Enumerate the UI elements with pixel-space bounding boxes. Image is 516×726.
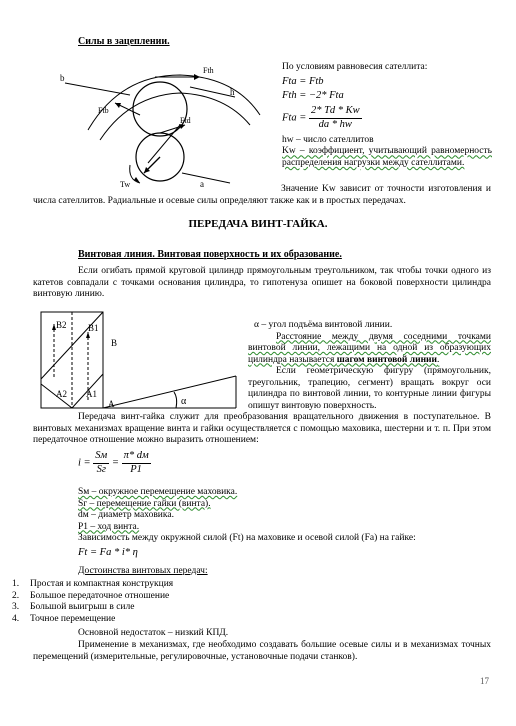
page-number: 17 [480, 676, 489, 686]
paragraph-helical-surface: Если геометрическую фигуру (прямоугольник, треугольник, трапецию, сегмент) вращать вокруг оси цилиндра по винтовой линии, то контурные линии фигуры опишут винтовую поверхность. [248, 366, 491, 412]
def-dm: dм – диаметр маховика. [78, 510, 174, 521]
fig1-label-b: b [60, 73, 65, 83]
advantages-title: Достоинства винтовых передач: [78, 566, 208, 576]
advantage-text: Большое передаточное отношение [30, 590, 170, 601]
advantage-number: 1. [12, 579, 20, 589]
paragraph-purpose: Передача винт-гайка служит для преобразования вращательного движения в поступательное. В винтовых механизмах вращение винта и гайки осуществляется с помощью маховика, шестерни и т. п. При этом передаточное отношение можно выразить отношением: [33, 412, 491, 446]
fig2-label-alpha: α [181, 396, 187, 407]
paragraph-helix-formation: Если огибать прямой круговой цилиндр прямоугольным треугольником, так чтобы точки одного из катетов совпадали с точками основания цилиндра, то гипотенуза опишет на боковой поверхности цилиндра винтовую линию. [33, 266, 491, 300]
advantage-item [12, 591, 412, 603]
fig2-label-b: B [111, 338, 118, 348]
hw-definition: hw – число сателлитов [282, 134, 374, 145]
def-p1: P1 – ход винта. [78, 521, 140, 532]
fig2-label-b2: B2 [56, 320, 67, 330]
fig2-label-b1: B1 [88, 323, 99, 333]
formula-ft: Ft = Fa * i* η [78, 546, 138, 558]
drawback-text: Основной недостаток – низкий КПД. [78, 628, 229, 638]
alpha-definition: α – угол подъёма винтовой линии. [254, 320, 393, 330]
def-sm: Sм – окружное перемещение маховика. [78, 487, 238, 497]
equilibrium-block [282, 62, 492, 170]
fig1-label-ftb: Ftb [98, 106, 109, 115]
kw-dependency-paragraph: Значение Kw зависит от точности изготовления и числа сателлитов. Радиальные и осевые силы определяют также как и в простых передачах. [33, 184, 491, 206]
advantage-item [12, 614, 412, 626]
formula-fth: Fth = −2* Fta [282, 90, 344, 102]
application-paragraph: Применение в механизмах, где необходимо создавать большие осевые силы и в механизмах точных перемещений (измерительные, регулировочные, установочные подачи станков). [33, 640, 491, 662]
formula-fta-ftb: Fta = Ftb [282, 75, 324, 87]
step-definition: Расстояние между двумя соседними точками винтовой линии, лежащими на одной из образующих цилиндра называется шагом винтовой линии. [248, 331, 491, 365]
subtitle-helix: Винтовая линия. Винтовая поверхность и их образование. [78, 249, 342, 260]
advantages-list [12, 579, 412, 625]
fig1-label-tw: Tw [120, 180, 131, 189]
advantage-text: Большой выигрыш в силе [30, 602, 135, 613]
section-title-screw-nut: ПЕРЕДАЧА ВИНТ-ГАЙКА. [188, 218, 328, 230]
kw-definition: Kw – коэффициент, учитывающий равномерность распределения нагрузки между сателлитами. [282, 146, 492, 168]
fig1-label-h: h [230, 87, 235, 97]
fig1-label-a: a [200, 179, 204, 189]
helix-development-figure [36, 304, 241, 412]
advantage-item [12, 602, 412, 614]
helix-definitions-block [248, 320, 491, 413]
advantage-number: 2. [12, 590, 20, 601]
formula-fta-fraction: Fta = $\frac{2* Td * Kw}{da * hw}$ [282, 105, 360, 130]
relation-text: Зависимость между окружной силой (Ft) на маховике и осевой силой (Fa) на гайке: [78, 533, 416, 544]
advantage-number: 3. [12, 602, 20, 613]
fig1-label-fth: Fth [203, 66, 214, 75]
fig2-label-a2: A2 [56, 389, 67, 399]
advantage-text: Простая и компактная конструкция [30, 579, 174, 589]
advantage-number: 4. [12, 613, 20, 624]
gear-forces-figure [60, 55, 285, 200]
def-sg: Sг – перемещение гайки (винта). [78, 498, 211, 509]
advantage-text: Точное перемещение [30, 613, 116, 624]
advantage-item [12, 579, 412, 591]
satellite-upper [133, 82, 187, 136]
fig1-label-ftd: Ftd [180, 116, 191, 125]
ratio-definitions [78, 487, 478, 560]
formula-ratio-i: i = $\frac{Sм}{Sг}$ = $\frac{\pi* dм}{P1}$ [78, 450, 149, 475]
equilibrium-condition: По условиям равновесия сателлита: [282, 62, 428, 72]
section-title-forces: Силы в зацеплении. [78, 36, 170, 47]
fig2-label-a1: A1 [86, 389, 97, 399]
fig2-label-a: A [108, 399, 115, 409]
